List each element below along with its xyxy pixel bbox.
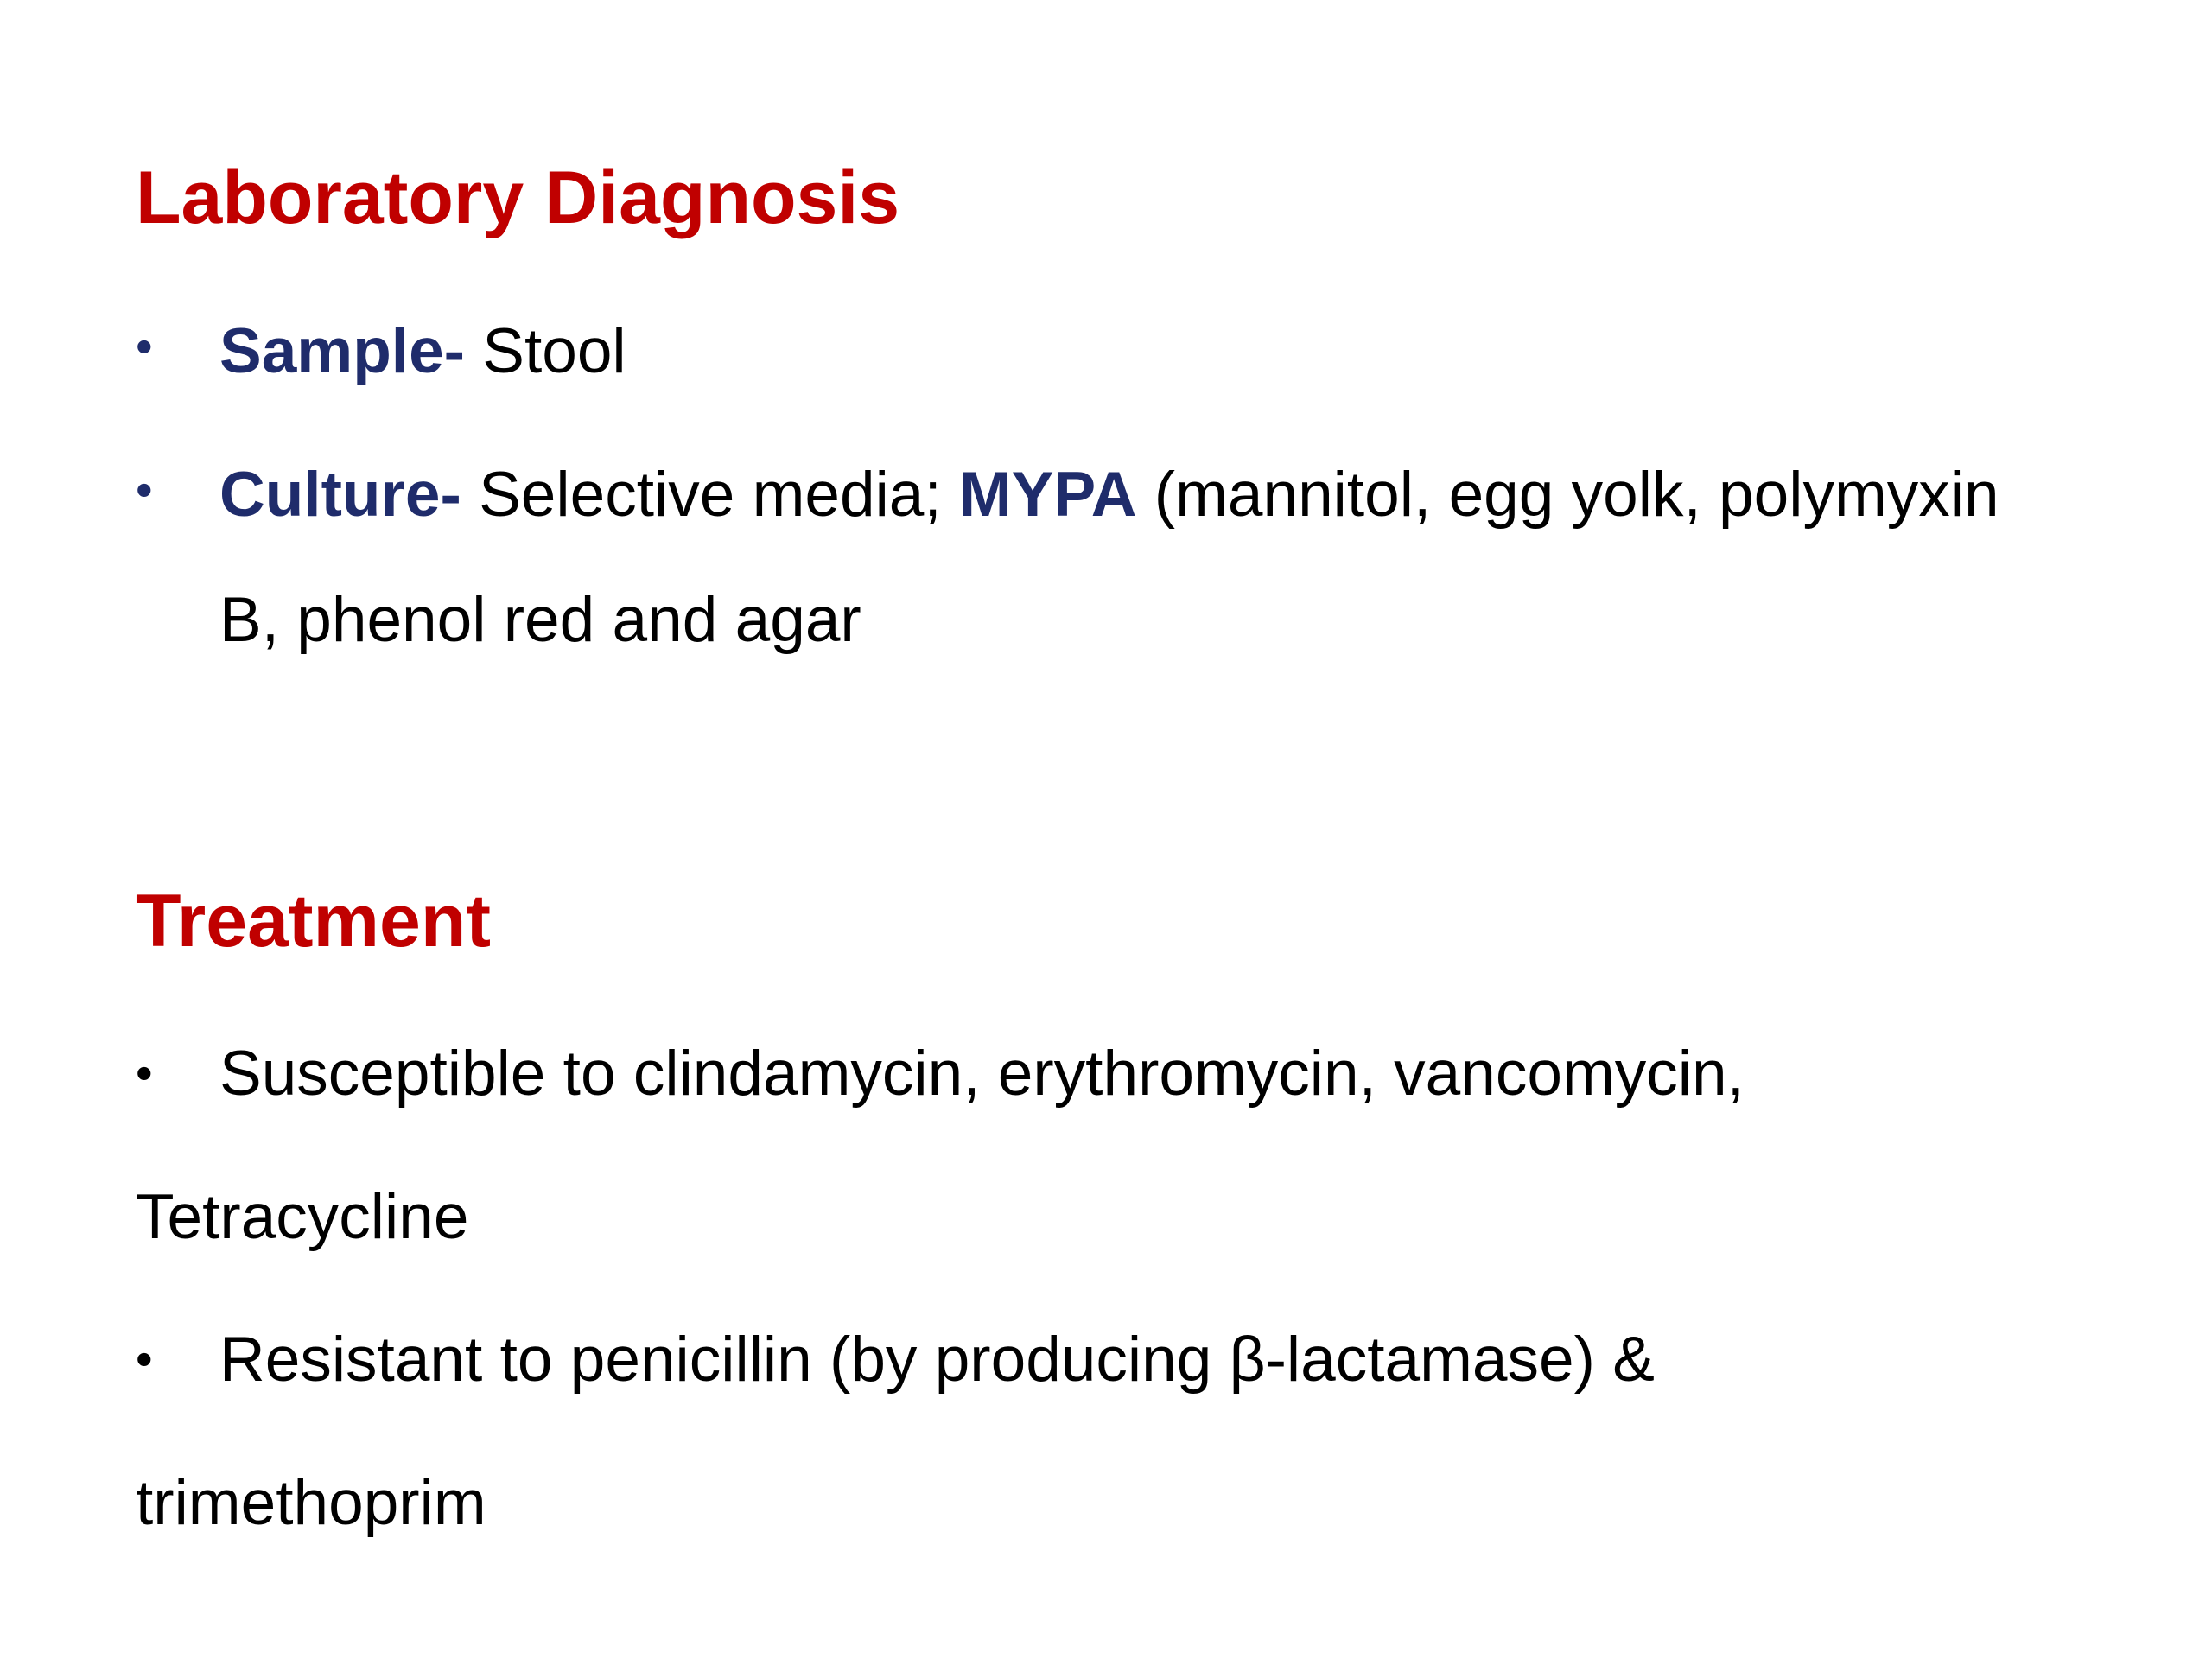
treatment-item-1-bullet: • [136,1046,153,1100]
sample-line [219,316,626,386]
treatment-item-2-continuation: trimethoprim [136,1468,486,1538]
culture-line [219,460,1999,530]
sample-value: Stool [464,316,626,386]
culture-highlight: MYPA [958,460,1137,530]
sample-bullet: • [136,319,153,373]
culture-text-before: Selective media; [461,460,959,530]
sample-label: Sample- [219,316,465,386]
culture-continuation: B, phenol red and agar [219,585,861,655]
culture-text-after: (mannitol, egg yolk, polymyxin [1136,460,1999,530]
culture-label: Culture- [219,460,461,530]
treatment-item-1-continuation: Tetracycline [136,1182,469,1252]
treatment-item-2: Resistant to penicillin (by producing β-lactamase) & [219,1325,1655,1395]
lab-diagnosis-heading: Laboratory Diagnosis [136,156,900,239]
treatment-item-1: Susceptible to clindamycin, erythromycin, vancomycin, [219,1039,1745,1109]
treatment-item-2-bullet: • [136,1332,153,1386]
culture-bullet: • [136,462,153,517]
treatment-heading: Treatment [136,880,492,963]
